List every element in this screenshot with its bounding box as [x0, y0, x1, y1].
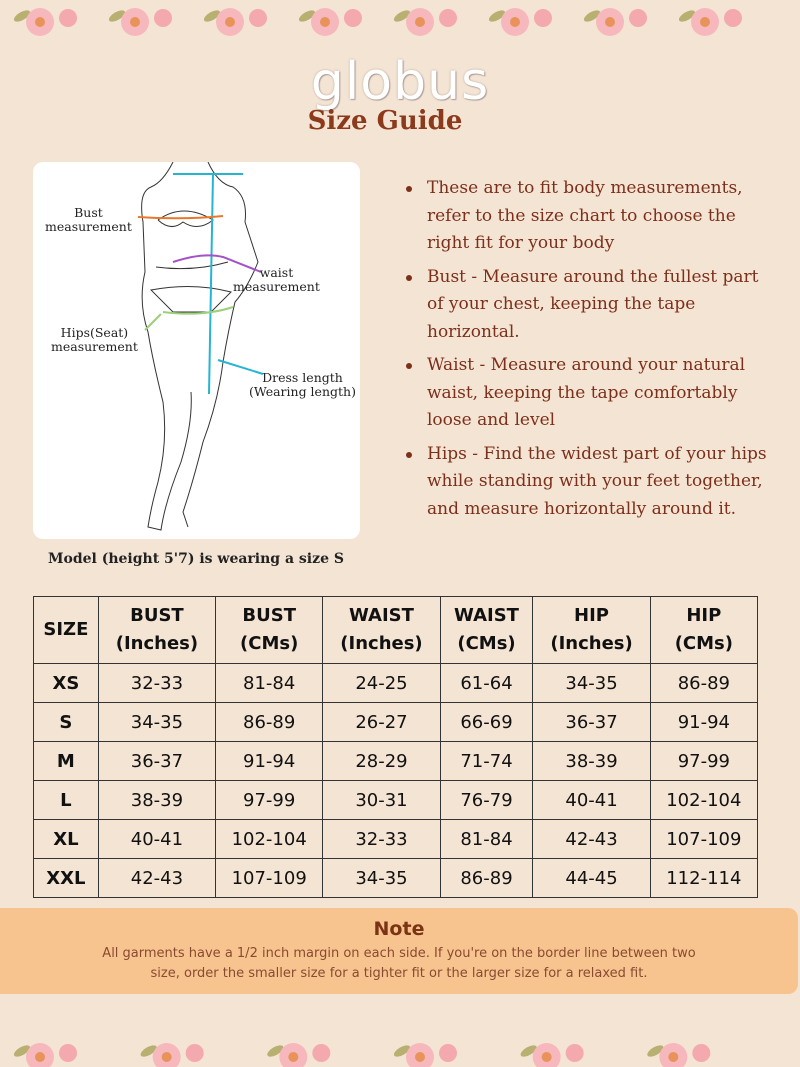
note-box [0, 908, 798, 994]
measurement-cell: 102-104 [650, 781, 757, 820]
measurement-cell: 38-39 [533, 742, 650, 781]
note-text: All garments have a 1/2 inch margin on each side. If you're on the border line between two size, order the smaller size for a tighter fit or the larger size for a relaxed fit. [102, 946, 696, 981]
measurement-cell: 91-94 [650, 703, 757, 742]
dress-length-label: Dress length (Wearing length) [249, 370, 356, 399]
measurement-cell: 81-84 [440, 820, 533, 859]
bust-label: Bust measurement [45, 205, 132, 234]
size-cell: L [34, 781, 99, 820]
instruction-item: Waist - Measure around your natural waist, keeping the tape comfortably loose and level [400, 352, 780, 435]
column-header [323, 597, 440, 664]
size-chart-table [33, 596, 758, 898]
table-row [34, 781, 758, 820]
measurement-cell: 40-41 [533, 781, 650, 820]
instruction-item: Hips - Find the widest part of your hips while standing with your feet together, and measure horizontally around it. [400, 441, 780, 524]
column-header [34, 597, 99, 664]
header-text: HIP [574, 605, 610, 626]
column-header [650, 597, 757, 664]
header-text: (Inches) [340, 633, 423, 654]
size-cell: S [34, 703, 99, 742]
measurement-cell: 97-99 [650, 742, 757, 781]
measurement-cell: 34-35 [533, 664, 650, 703]
measurement-cell: 44-45 [533, 859, 650, 898]
header-text: BUST [130, 605, 184, 626]
header-text: (CMs) [240, 633, 299, 654]
flower-icon [186, 1044, 204, 1062]
measurement-cell: 66-69 [440, 703, 533, 742]
table-row [34, 859, 758, 898]
measurement-figure [33, 162, 360, 539]
measurement-instructions [400, 175, 780, 529]
flower-icon [534, 9, 552, 27]
measurement-cell: 91-94 [216, 742, 323, 781]
measurement-cell: 112-114 [650, 859, 757, 898]
table-row [34, 664, 758, 703]
measurement-cell: 32-33 [98, 664, 215, 703]
measurement-cell: 28-29 [323, 742, 440, 781]
size-cell: XL [34, 820, 99, 859]
table-row [34, 742, 758, 781]
instruction-item: These are to fit body measurements, refer to the size chart to choose the right fit for your body [400, 175, 780, 258]
header-text: WAIST [454, 605, 519, 626]
size-cell: XXL [34, 859, 99, 898]
measurement-cell: 38-39 [98, 781, 215, 820]
flower-icon [312, 1044, 330, 1062]
measurement-cell: 32-33 [323, 820, 440, 859]
flower-icon [566, 1044, 584, 1062]
measurement-cell: 102-104 [216, 820, 323, 859]
column-header [533, 597, 650, 664]
flower-icon [439, 9, 457, 27]
measurement-cell: 86-89 [650, 664, 757, 703]
waist-label: waist measurement [233, 265, 320, 294]
measurement-cell: 107-109 [216, 859, 323, 898]
measurement-cell: 34-35 [323, 859, 440, 898]
measurement-cell: 42-43 [98, 859, 215, 898]
flower-icon [344, 9, 362, 27]
measurement-cell: 107-109 [650, 820, 757, 859]
brand-logo: globus [310, 52, 490, 112]
flower-icon [154, 9, 172, 27]
measurement-cell: 86-89 [440, 859, 533, 898]
measurement-cell: 24-25 [323, 664, 440, 703]
header-text: (CMs) [457, 633, 516, 654]
measurement-cell: 71-74 [440, 742, 533, 781]
flower-icon [692, 1044, 710, 1062]
flower-icon [59, 1044, 77, 1062]
header-text: (Inches) [115, 633, 199, 654]
floral-garland-bottom [0, 1025, 800, 1067]
column-header [98, 597, 215, 664]
size-cell: XS [34, 664, 99, 703]
header-text: HIP [686, 605, 722, 626]
column-header [440, 597, 533, 664]
measurement-cell: 40-41 [98, 820, 215, 859]
measurement-cell: 36-37 [533, 703, 650, 742]
measurement-cell: 61-64 [440, 664, 533, 703]
measurement-cell: 81-84 [216, 664, 323, 703]
measurement-cell: 76-79 [440, 781, 533, 820]
header-text: SIZE [43, 619, 89, 640]
measurement-cell: 30-31 [323, 781, 440, 820]
measurement-cell: 86-89 [216, 703, 323, 742]
bust-line [138, 216, 223, 218]
measurement-cell: 36-37 [98, 742, 215, 781]
header-text: WAIST [349, 605, 414, 626]
flower-icon [249, 9, 267, 27]
flower-icon [59, 9, 77, 27]
instruction-item: Bust - Measure around the fullest part of your chest, keeping the tape horizontal. [400, 264, 780, 347]
table-row [34, 703, 758, 742]
floral-garland-top [0, 0, 800, 60]
measurement-cell: 97-99 [216, 781, 323, 820]
header-text: (CMs) [674, 633, 733, 654]
measurement-cell: 26-27 [323, 703, 440, 742]
measurement-cell: 42-43 [533, 820, 650, 859]
header-text: BUST [242, 605, 296, 626]
model-caption: Model (height 5'7) is wearing a size S [48, 551, 344, 567]
flower-icon [629, 9, 647, 27]
note-title: Note [373, 918, 425, 940]
page-title: Size Guide [307, 106, 463, 136]
table-row [34, 820, 758, 859]
table-header-row [34, 597, 758, 664]
measurement-cell: 34-35 [98, 703, 215, 742]
column-header [216, 597, 323, 664]
hips-line [163, 307, 233, 314]
flower-icon [724, 9, 742, 27]
header-text: (Inches) [550, 633, 633, 654]
hips-label: Hips(Seat) measurement [51, 325, 138, 354]
flower-icon [439, 1044, 457, 1062]
size-cell: M [34, 742, 99, 781]
